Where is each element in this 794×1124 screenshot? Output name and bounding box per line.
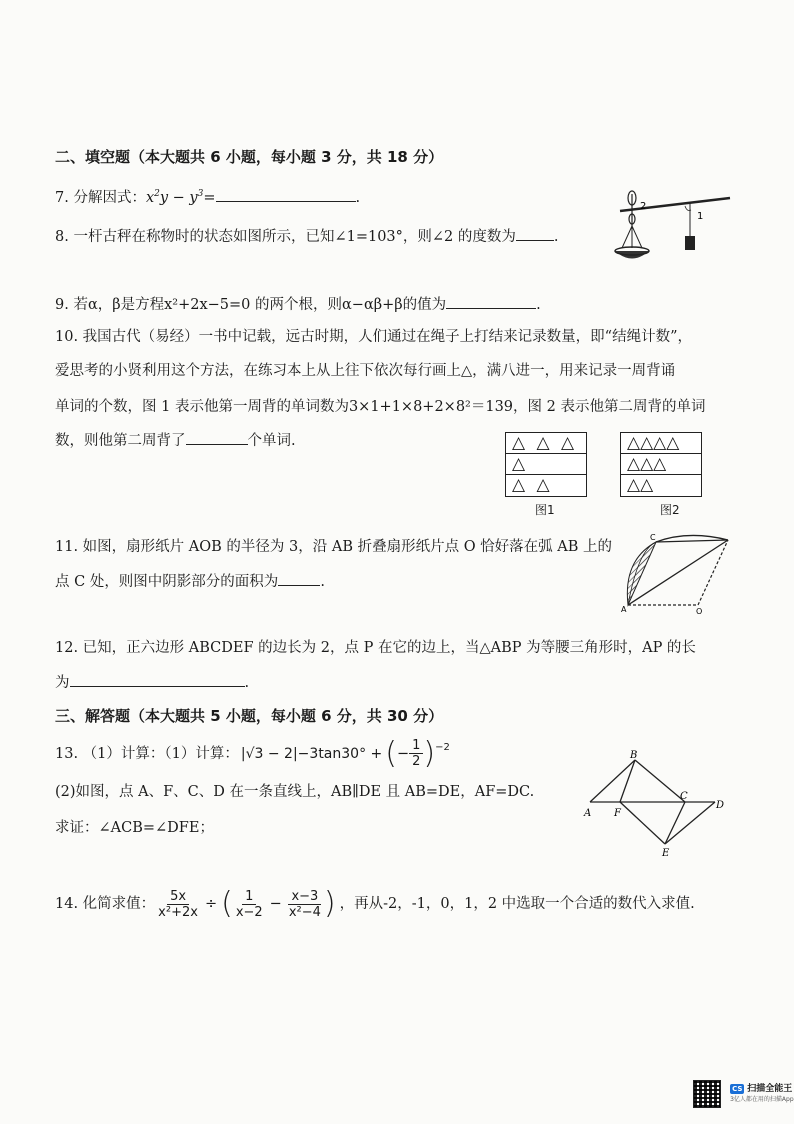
angle-1-label: 1 xyxy=(697,211,704,222)
scanner-watermark xyxy=(693,1080,794,1108)
qr-code-icon xyxy=(693,1080,721,1108)
question-12-line-2: 为 . xyxy=(55,672,249,693)
camscanner-logo: CS xyxy=(732,1084,743,1093)
question-10-line-2: 爱思考的小贤利用这个方法，在练习本上从上往下依次每行画上△，满八进一，用来记录一周背诵 xyxy=(55,363,676,379)
section-heading-solve: 三、解答题（本大题共 5 小题，每小题 6 分，共 30 分） xyxy=(55,707,444,725)
answer-blank[interactable] xyxy=(516,226,554,241)
answer-blank[interactable] xyxy=(186,430,248,445)
knot-row: △ △ △ xyxy=(506,433,586,454)
question-8: 8. 一杆古秤在称物时的状态如图所示，已知∠1=103°，则∠2 的度数为 . xyxy=(55,226,559,247)
figure-2-caption: 图2 xyxy=(660,503,680,517)
knot-row: △△△ xyxy=(621,454,701,475)
point-a-label: A xyxy=(621,605,627,614)
question-9: 9. 若α，β是方程x²+2x−5=0 的两个根，则α−αβ+β的值为 . xyxy=(55,294,541,315)
knot-row: △△ xyxy=(627,475,654,495)
knot-figure-2 xyxy=(620,432,702,497)
question-7-text: 7. 分解因式： xyxy=(55,189,146,206)
question-14: 14. 化简求值： $\frac{5x}{\text{x²+2x}}$ ÷ ( $\frac{1}{x-2}$ − $\frac{x-3}{\text{x²−4}}$ ) ，再从-2，-1，0，1，2 中选取一个合适的数代入求值. xyxy=(55,886,695,921)
question-13-prove: 求证：∠ACB=∠DFE； xyxy=(55,820,214,836)
camscanner-name: 扫描全能王 xyxy=(747,1083,793,1094)
point-f-label: F xyxy=(614,808,621,819)
camscanner-tagline: 3亿人都在用的扫描App xyxy=(730,1095,794,1103)
question-13-part-1: 13. （1）计算：（1）计算： |√3 − 2|−3tan30° + ( − $\frac{1}{2}$ ) $^{-2}$ xyxy=(55,735,450,771)
angle-2-label: 2 xyxy=(640,201,647,212)
point-e-label: E xyxy=(662,848,670,859)
knot-row: △ xyxy=(506,454,586,475)
answer-blank[interactable] xyxy=(446,294,536,309)
section-heading-fill-blank: 二、填空题（本大题共 6 小题，每小题 3 分，共 18 分） xyxy=(55,148,444,166)
triangle-figure xyxy=(580,750,730,860)
question-12-line-1: 12. 已知，正六边形 ABCDEF 的边长为 2，点 P 在它的边上，当△ABP 为等腰三角形时，AP 的长 xyxy=(55,640,696,656)
figure-1-caption: 图1 xyxy=(535,503,555,517)
question-10-line-3: 单词的个数，图 1 表示他第一周背的单词数为3×1+1×8+2×8²＝139，图 2 表示他第二周背的单词 xyxy=(55,399,706,415)
question-11-line-1: 11. 如图，扇形纸片 AOB 的半径为 3，沿 AB 折叠扇形纸片点 O 恰好落在弧 AB 上的 xyxy=(55,539,613,555)
answer-blank[interactable] xyxy=(278,571,320,586)
question-8-text: 8. 一杆古秤在称物时的状态如图所示，已知∠1=103°，则∠2 的度数为 xyxy=(55,229,516,245)
answer-blank[interactable] xyxy=(70,672,245,687)
point-d-label: D xyxy=(716,800,725,811)
knot-figure-1 xyxy=(505,432,587,497)
point-c-label: C xyxy=(650,533,656,542)
point-b-label: B xyxy=(630,750,638,761)
question-9-text: 9. 若α，β是方程x²+2x−5=0 的两个根，则α−αβ+β的值为 xyxy=(55,297,447,313)
steelyard-figure xyxy=(605,186,735,266)
knot-row: △ △ xyxy=(512,475,553,495)
sector-figure xyxy=(618,530,738,615)
question-10-line-1: 10. 我国古代（易经）一书中记载，远古时期，人们通过在绳子上打结来记录数量，即“结绳计数”， xyxy=(55,329,692,345)
question-13-part-2: (2)如图，点 A、F、C、D 在一条直线上，AB∥DE 且 AB=DE，AF=DC. xyxy=(55,784,535,800)
question-7: 7. 分解因式：$x^2y - y^3=$ . xyxy=(55,184,360,208)
point-a-label: A xyxy=(584,808,592,819)
answer-blank[interactable] xyxy=(216,187,356,202)
point-c-label: C xyxy=(680,791,688,802)
question-11-line-2: 点 C 处，则图中阴影部分的面积为 . xyxy=(55,571,325,592)
point-o-label: O xyxy=(696,607,703,615)
question-10-line-4: 数，则他第二周背了 个单词. xyxy=(55,430,296,451)
knot-row: △△△△ xyxy=(621,433,701,454)
